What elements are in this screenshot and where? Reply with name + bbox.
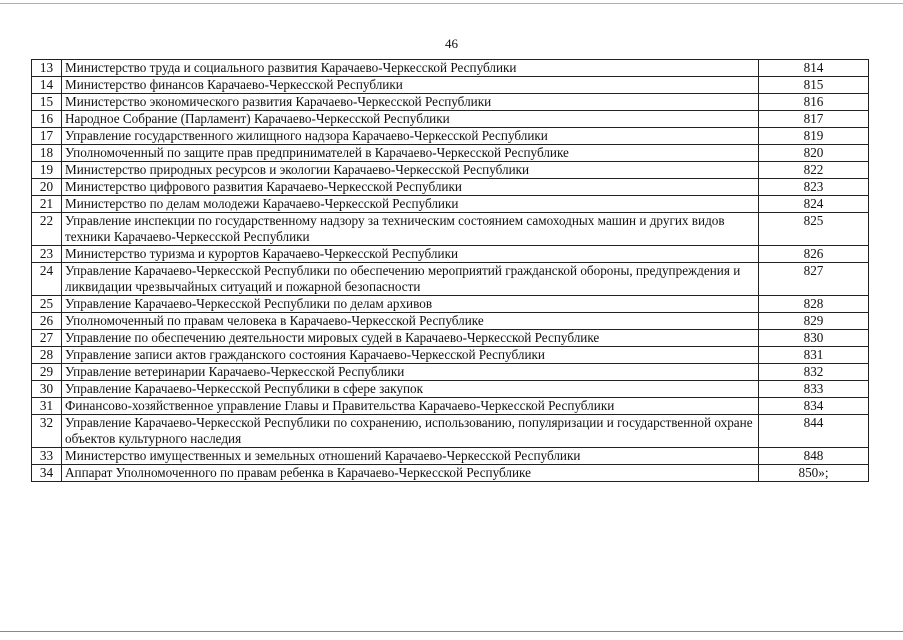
- table-row: [32, 179, 869, 196]
- table-row: [32, 263, 869, 296]
- table-row: [32, 465, 869, 482]
- agency-code: 832: [759, 364, 869, 381]
- row-number: 14: [32, 77, 62, 94]
- agency-name: Уполномоченный по правам человека в Карачаево-Черкесской Республике: [62, 313, 759, 330]
- row-number: 15: [32, 94, 62, 111]
- table-row: [32, 111, 869, 128]
- agency-name: Управление по обеспечению деятельности мировых судей в Карачаево-Черкесской Республике: [62, 330, 759, 347]
- agency-name: Уполномоченный по защите прав предпринимателей в Карачаево-Черкесской Республике: [62, 145, 759, 162]
- row-number: 30: [32, 381, 62, 398]
- row-number: 25: [32, 296, 62, 313]
- table-row: [32, 94, 869, 111]
- agency-code: 834: [759, 398, 869, 415]
- row-number: 26: [32, 313, 62, 330]
- page-number: 46: [445, 36, 458, 51]
- agency-code: 830: [759, 330, 869, 347]
- agency-name: Министерство природных ресурсов и экологии Карачаево-Черкесской Республики: [62, 162, 759, 179]
- agency-name: Финансово-хозяйственное управление Главы и Правительства Карачаево-Черкесской Республики: [62, 398, 759, 415]
- agency-code: 817: [759, 111, 869, 128]
- table-row: [32, 213, 869, 246]
- row-number: 31: [32, 398, 62, 415]
- agency-code: 823: [759, 179, 869, 196]
- row-number: 33: [32, 448, 62, 465]
- agency-code: 816: [759, 94, 869, 111]
- row-number: 27: [32, 330, 62, 347]
- table-row: [32, 330, 869, 347]
- row-number: 21: [32, 196, 62, 213]
- agency-name: Министерство туризма и курортов Карачаево-Черкесской Республики: [62, 246, 759, 263]
- row-number: 32: [32, 415, 62, 448]
- agency-name: Министерство имущественных и земельных отношений Карачаево-Черкесской Республики: [62, 448, 759, 465]
- agency-code: 827: [759, 263, 869, 296]
- table-row: [32, 296, 869, 313]
- table-row: [32, 448, 869, 465]
- agency-code: 833: [759, 381, 869, 398]
- table-row: [32, 196, 869, 213]
- row-number: 16: [32, 111, 62, 128]
- table-row: [32, 162, 869, 179]
- table-row: [32, 313, 869, 330]
- table-row: [32, 364, 869, 381]
- agency-code: 848: [759, 448, 869, 465]
- agency-code: 831: [759, 347, 869, 364]
- agency-code: 829: [759, 313, 869, 330]
- agency-name: Управление ветеринарии Карачаево-Черкесской Республики: [62, 364, 759, 381]
- row-number: 23: [32, 246, 62, 263]
- row-number: 28: [32, 347, 62, 364]
- table-row: [32, 398, 869, 415]
- table-row: [32, 145, 869, 162]
- row-number: 19: [32, 162, 62, 179]
- agency-name: Министерство по делам молодежи Карачаево-Черкесской Республики: [62, 196, 759, 213]
- agency-code: 844: [759, 415, 869, 448]
- row-number: 22: [32, 213, 62, 246]
- row-number: 24: [32, 263, 62, 296]
- agency-name: Народное Собрание (Парламент) Карачаево-Черкесской Республики: [62, 111, 759, 128]
- scan-edge-top: [0, 3, 903, 4]
- row-number: 34: [32, 465, 62, 482]
- row-number: 13: [32, 60, 62, 77]
- agency-code: 815: [759, 77, 869, 94]
- agency-code: 814: [759, 60, 869, 77]
- row-number: 17: [32, 128, 62, 145]
- table-row: [32, 77, 869, 94]
- agency-name: Управление Карачаево-Черкесской Республики по делам архивов: [62, 296, 759, 313]
- agency-name: Управление государственного жилищного надзора Карачаево-Черкесской Республики: [62, 128, 759, 145]
- row-number: 20: [32, 179, 62, 196]
- agency-name: Управление инспекции по государственному надзору за техническим состоянием самоходных машин и других видов техники Карачаево-Черкесской Республики: [62, 213, 759, 246]
- agency-name: Министерство цифрового развития Карачаево-Черкесской Республики: [62, 179, 759, 196]
- row-number: 18: [32, 145, 62, 162]
- agency-code-table: [31, 59, 869, 482]
- agency-code: 819: [759, 128, 869, 145]
- agency-code: 826: [759, 246, 869, 263]
- agency-code: 828: [759, 296, 869, 313]
- agency-name: Управление Карачаево-Черкесской Республики по обеспечению мероприятий гражданской обороны, предупреждения и ликвидации чрезвычайных ситуаций и пожарной безопасности: [62, 263, 759, 296]
- table-row: [32, 381, 869, 398]
- agency-name: Министерство экономического развития Карачаево-Черкесской Республики: [62, 94, 759, 111]
- table-row: [32, 246, 869, 263]
- agency-name: Управление Карачаево-Черкесской Республики по сохранению, использованию, популяризации и государственной охране объектов культурного наследия: [62, 415, 759, 448]
- agency-code: 824: [759, 196, 869, 213]
- agency-code: 825: [759, 213, 869, 246]
- agency-name: Министерство финансов Карачаево-Черкесской Республики: [62, 77, 759, 94]
- agency-name: Управление Карачаево-Черкесской Республики в сфере закупок: [62, 381, 759, 398]
- agency-name: Управление записи актов гражданского состояния Карачаево-Черкесской Республики: [62, 347, 759, 364]
- table-body: [32, 60, 869, 482]
- scan-edge-bottom: [0, 631, 903, 632]
- table-row: [32, 415, 869, 448]
- agency-code: 850»;: [759, 465, 869, 482]
- agency-code: 820: [759, 145, 869, 162]
- table-row: [32, 128, 869, 145]
- table-row: [32, 60, 869, 77]
- agency-name: Аппарат Уполномоченного по правам ребенка в Карачаево-Черкесской Республике: [62, 465, 759, 482]
- agency-name: Министерство труда и социального развития Карачаево-Черкесской Республики: [62, 60, 759, 77]
- table-row: [32, 347, 869, 364]
- agency-code: 822: [759, 162, 869, 179]
- row-number: 29: [32, 364, 62, 381]
